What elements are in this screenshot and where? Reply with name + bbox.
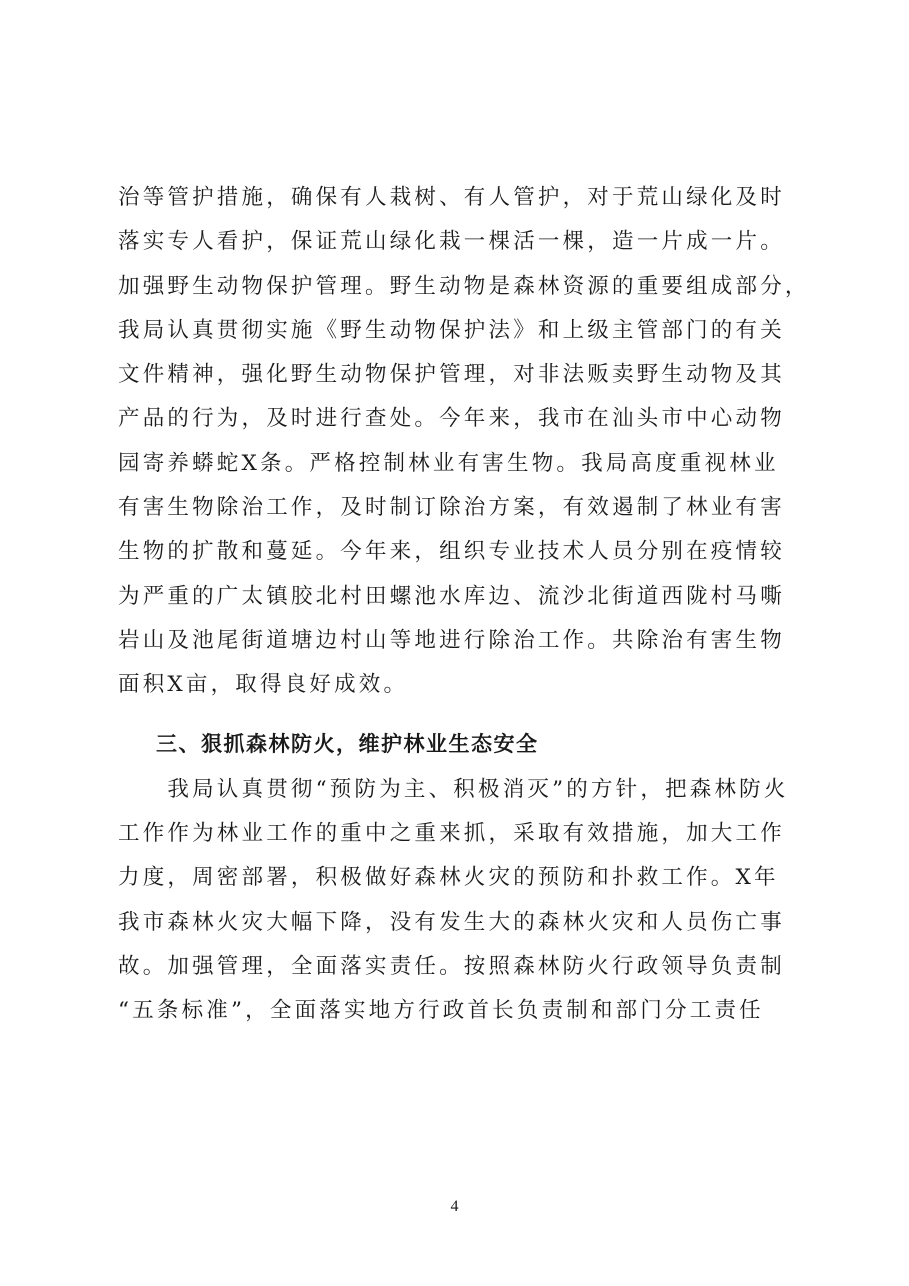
text-line: 故。加强管理，全面落实责任。按照森林防火行政领导负责制 — [118, 954, 785, 980]
text-line: 园寄养蟒蛇X条。严格控制林业有害生物。我局高度重视林业 — [118, 450, 779, 476]
text-line: 落实专人看护，保证荒山绿化栽一棵活一棵，造一片成一片。 — [118, 229, 785, 255]
paragraph-fire-prevention — [118, 768, 798, 1034]
text-line: 产品的行为，及时进行查处。今年来，我市在汕头市中心动物 — [118, 406, 785, 432]
text-line: 面积X亩，取得良好成效。 — [118, 672, 409, 698]
text-line: 我市森林火灾大幅下降，没有发生大的森林火灾和人员伤亡事 — [118, 909, 785, 935]
page-number: 4 — [450, 1198, 459, 1215]
text-line: 治等管护措施，确保有人栽树、有人管护，对于荒山绿化及时 — [118, 185, 785, 210]
document-body — [118, 176, 810, 1034]
text-line: 生物的扩散和蔓延。今年来，组织专业技术人员分别在疫情较 — [118, 539, 785, 565]
text-line: 力度，周密部署，积极做好森林火灾的预防和扑救工作。X年 — [118, 865, 779, 891]
section-heading: 三、狠抓森林防火，维护林业生态安全 — [156, 731, 539, 756]
text-line: 加强野生动物保护管理。野生动物是森林资源的重要组成部分， — [118, 273, 810, 299]
text-line: 岩山及池尾街道塘边村山等地进行除治工作。共除治有害生物 — [118, 627, 785, 653]
text-line: 文件精神，强化野生动物保护管理，对非法贩卖野生动物及其 — [118, 362, 785, 388]
text-line: 我局认真贯彻“预防为主、积极消灭”的方针，把森林防火 — [118, 776, 789, 802]
text-line: 有害生物除治工作，及时制订除治方案，有效遏制了林业有害 — [118, 495, 785, 521]
paragraph-forest-protection — [118, 176, 810, 708]
text-line: 为严重的广太镇胶北村田螺池水库边、流沙北街道西陇村马嘶 — [118, 583, 785, 609]
text-line: 工作作为林业工作的重中之重来抓，采取有效措施，加大工作 — [118, 821, 785, 847]
text-line: “五条标准”，全面落实地方行政首长负责制和部门分工责任 — [118, 998, 764, 1024]
text-line: 我局认真贯彻实施《野生动物保护法》和上级主管部门的有关 — [118, 317, 785, 343]
